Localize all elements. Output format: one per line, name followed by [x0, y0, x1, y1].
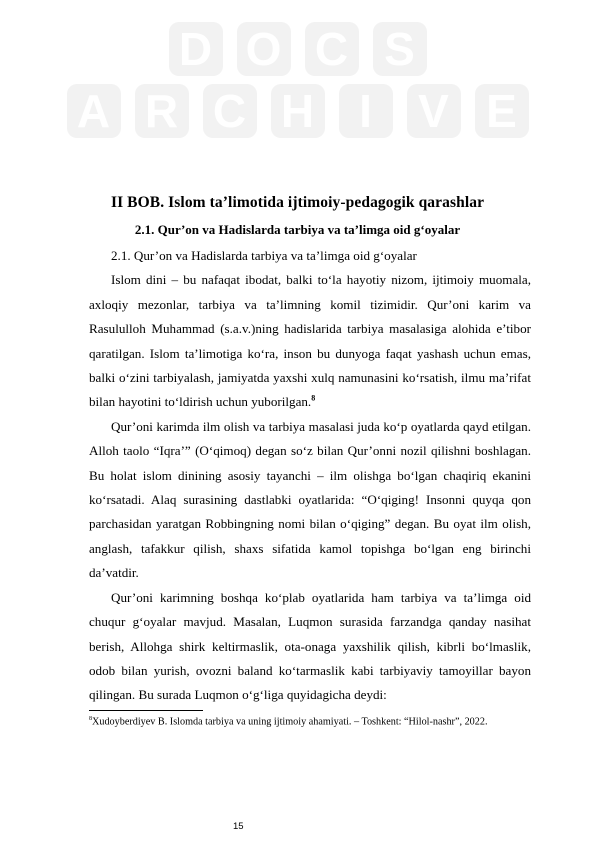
watermark — [0, 0, 595, 160]
watermark-letter: C — [305, 22, 359, 76]
watermark-letter: O — [237, 22, 291, 76]
footnote-reference[interactable]: 8 — [311, 394, 316, 404]
footnote-separator — [89, 710, 203, 711]
paragraph-3: Qur’oni karimning boshqa ko‘plab oyatlarida ham tarbiya va ta’limga oid chuqur g‘oyalar mavjud. Masalan, Luqmon surasida farzandga qanday nasihat berish, Allohga shirk keltirmaslik, ota-onaga yaxshilik qilish, kibrli bo‘lmaslik, odob bilan yurish, ovozni baland ko‘tarmaslik kabi tarbiyaviy tamoyillar bayon qilingan. Bu surada Luqmon o‘g‘liga quyidagicha deydi: — [89, 589, 531, 703]
chapter-title: II BOB. Islom ta’limotida ijtimoiy-pedagogik qarashlar — [110, 194, 485, 211]
watermark-letter: A — [67, 84, 121, 138]
section-title: 2.1. Qur’on va Hadislarda tarbiya va ta’limga oid g‘oyalar — [134, 222, 461, 237]
watermark-letter: D — [169, 22, 223, 76]
watermark-line-2 — [67, 84, 529, 138]
watermark-letter: E — [475, 84, 529, 138]
paragraph-2: Qur’oni karimda ilm olish va tarbiya masalasi juda ko‘p oyatlarda qayd etilgan. Alloh taolo “Iqra’” (O‘qimoq) degan so‘z bilan Qur’onni nozil qilishni boshlagan. Bu holat islom dinining asosiy tayanchi – ilm olishga bo‘lgan chaqiriq ekanini ko‘rsatadi. Alaq surasining dastlabki oyatlarida: “O‘qiging! Insonni quyqa qon parchasidan yaratgan Robbingning nomi bilan o‘qiging” degan. Bu oyat ilm olish, anglash, tafakkur qilish, shaxs sifatida kamol topishga bo‘lgan eng birinchi da’vatdir. — [89, 418, 531, 581]
paragraph-1 — [89, 268, 531, 414]
footnote-marker: 8 — [89, 716, 92, 722]
watermark-line-1 — [169, 22, 427, 76]
footnote-text: Xudoyberdiyev B. Islomda tarbiya va uning ijtimoiy ahamiyati. – Toshkent: “Hilol-nashr”, 2022. — [92, 716, 488, 728]
watermark-letter: R — [135, 84, 189, 138]
watermark-letter: V — [407, 84, 461, 138]
watermark-letter: H — [271, 84, 325, 138]
body-text — [89, 244, 531, 708]
watermark-letter: C — [203, 84, 257, 138]
watermark-letter: I — [339, 84, 393, 138]
footnote — [89, 713, 509, 729]
paragraph-1-text: Islom dini – bu nafaqat ibodat, balki to‘la hayotiy nizom, ijtimoiy muomala, axloqiy mezonlar, tarbiya va ta’limning komil tizimidir. Qur’oni karim va Rasululloh Muhammad (s.a.v.)ning hadislarida tarbiya masalasiga alohida e’tibor qaratilgan. Islom ta’limotiga ko‘ra, inson bu dunyoga faqat yashash uchun emas, balki o‘zini tarbiyalash, jamiyatda yaxshi xulq namunasini ko‘rsatish, ilmu ma’rifat bilan hayotini to‘ldirish uchun yuborilgan. — [89, 272, 531, 410]
page-number: 15 — [233, 821, 244, 832]
section-title-repeat: 2.1. Qur’on va Hadislarda tarbiya va ta’limga oid g‘oyalar — [111, 248, 417, 263]
watermark-letter: S — [373, 22, 427, 76]
